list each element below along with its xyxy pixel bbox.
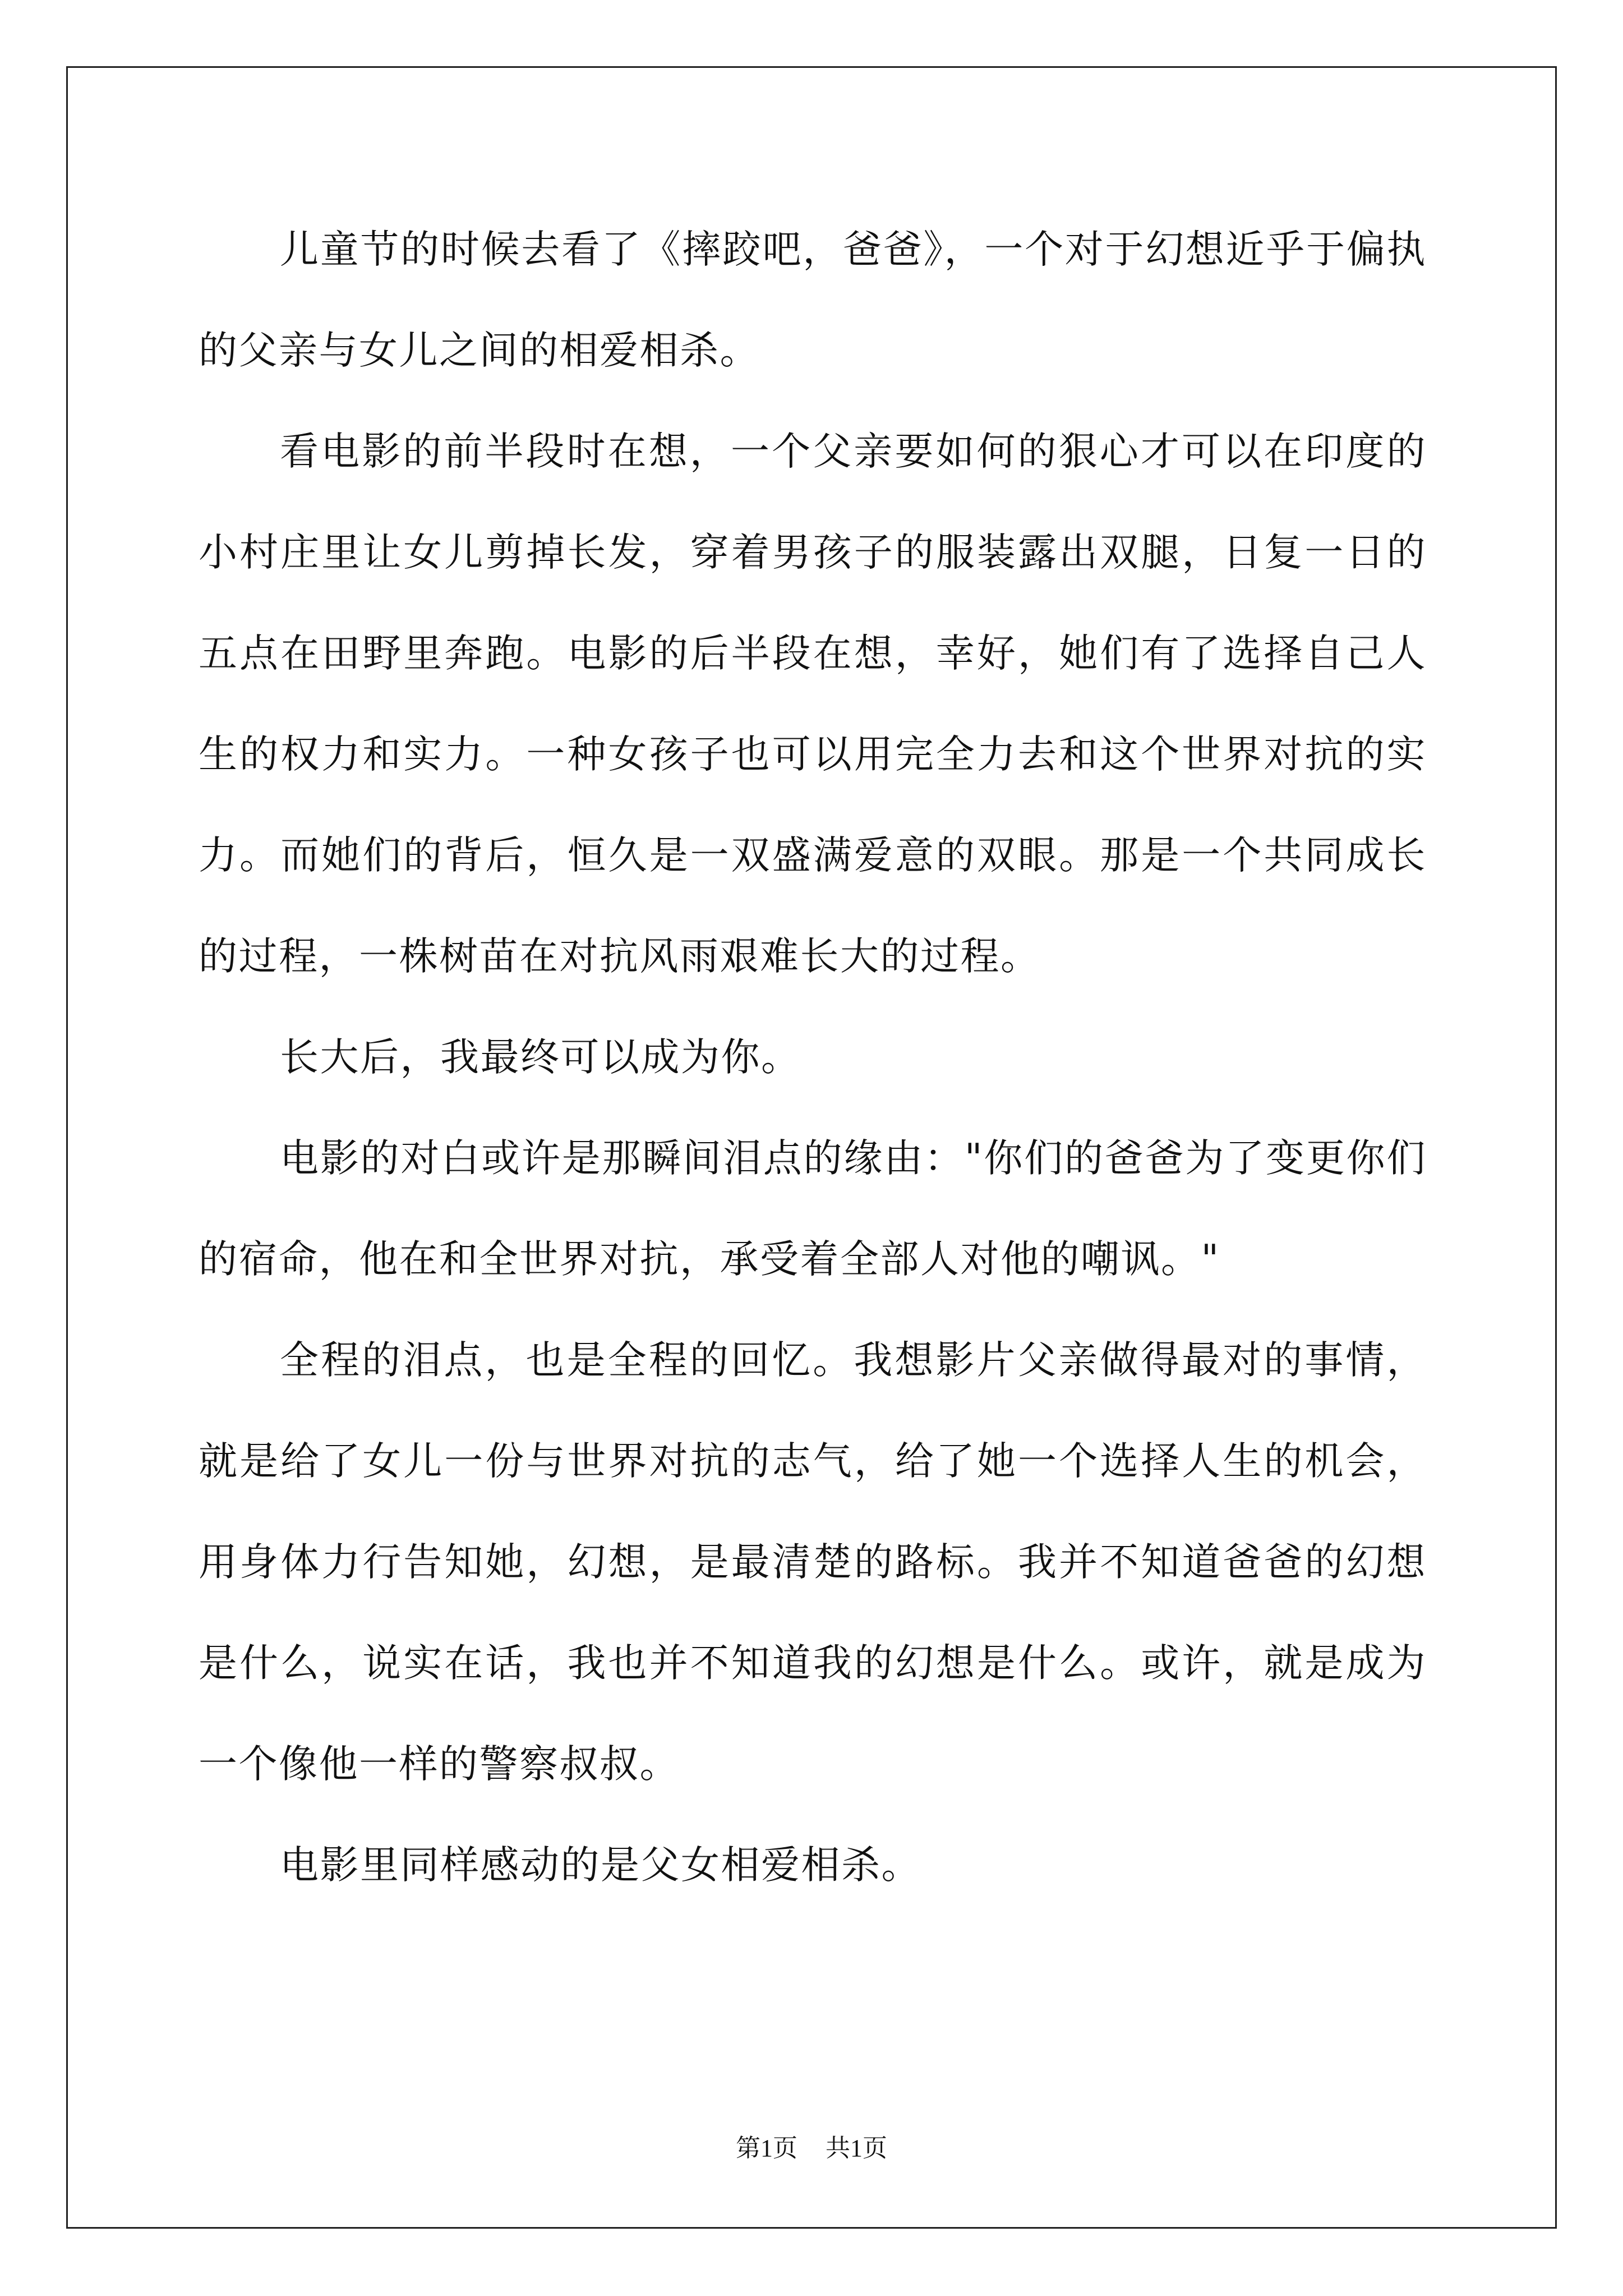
paragraph: 儿童节的时候去看了《摔跤吧，爸爸》，一个对于幻想近乎于偏执的父亲与女儿之间的相爱相杀。 — [199, 227, 1427, 373]
page-count: 共1页 — [826, 2134, 887, 2162]
page-footer — [0, 2132, 1623, 2165]
paragraph: 长大后，我最终可以成为你。 — [280, 1035, 801, 1080]
paragraph: 看电影的前半段时在想，一个父亲要如何的狠心才可以在印度的小村庄里让女儿剪掉长发，穿着男孩子的服装露出双腿，日复一日的五点在田野里奔跑。电影的后半段在想，幸好，她们有了选择自己人生的权力和实力。一种女孩子也可以用完全力去和这个世界对抗的实力。而她们的背后，恒久是一双盛满爱意的双眼。那是一个共同成长的过程，一株树苗在对抗风雨艰难长大的过程。 — [199, 429, 1427, 979]
document-body — [199, 199, 1427, 1916]
paragraph: 电影里同样感动的是父女相爱相杀。 — [280, 1843, 921, 1888]
page-number: 第1页 — [736, 2134, 797, 2162]
paragraph: 电影的对白或许是那瞬间泪点的缘由："你们的爸爸为了变更你们的宿命，他在和全世界对抗，承受着全部人对他的嘲讽。" — [199, 1136, 1427, 1282]
paragraph: 全程的泪点，也是全程的回忆。我想影片父亲做得最对的事情，就是给了女儿一份与世界对抗的志气，给了她一个选择人生的机会，用身体力行告知她，幻想，是最清楚的路标。我并不知道爸爸的幻想是什么，说实在话，我也并不知道我的幻想是什么。或许，就是成为一个像他一样的警察叔叔。 — [199, 1338, 1427, 1787]
